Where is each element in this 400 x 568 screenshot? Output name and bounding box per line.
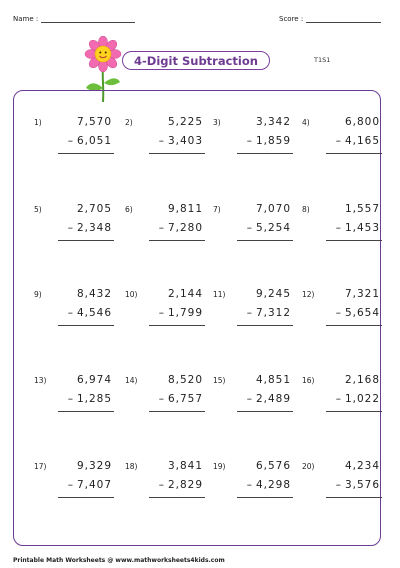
problem-12 — [302, 290, 382, 334]
subtrahend: 7,407 — [76, 479, 112, 491]
answer-line[interactable] — [149, 411, 205, 412]
minuend: 3,342 — [255, 116, 291, 128]
subtrahend-row — [68, 135, 112, 147]
subtrahend-row — [159, 307, 203, 319]
answer-line[interactable] — [326, 497, 382, 498]
minuend: 7,570 — [76, 116, 112, 128]
score-input-line[interactable] — [306, 13, 381, 23]
subtrahend-row — [159, 222, 203, 234]
problem-8 — [302, 205, 382, 249]
minus-sign: – — [158, 479, 165, 491]
minuend: 7,070 — [255, 203, 291, 215]
answer-line[interactable] — [326, 325, 382, 326]
worksheet-title: 4-Digit Subtraction — [122, 51, 270, 70]
subtrahend: 1,453 — [344, 222, 380, 234]
problem-number: 4) — [302, 118, 310, 127]
header-bar — [13, 13, 382, 25]
subtrahend: 4,165 — [344, 135, 380, 147]
minuend: 6,974 — [76, 374, 112, 386]
answer-line[interactable] — [237, 153, 293, 154]
answer-line[interactable] — [237, 240, 293, 241]
answer-line[interactable] — [237, 497, 293, 498]
problem-2 — [125, 118, 205, 162]
subtrahend: 1,285 — [76, 393, 112, 405]
problem-10 — [125, 290, 205, 334]
answer-line[interactable] — [326, 240, 382, 241]
problem-number: 5) — [34, 205, 42, 214]
minuend: 4,851 — [255, 374, 291, 386]
problem-number: 10) — [125, 290, 138, 299]
problem-4 — [302, 118, 382, 162]
minuend: 9,329 — [76, 460, 112, 472]
problem-number: 8) — [302, 205, 310, 214]
minus-sign: – — [158, 393, 165, 405]
problem-number: 6) — [125, 205, 133, 214]
answer-line[interactable] — [58, 411, 114, 412]
subtrahend-row — [336, 479, 380, 491]
problem-number: 14) — [125, 376, 138, 385]
problem-20 — [302, 462, 382, 506]
minuend: 8,432 — [76, 288, 112, 300]
minus-sign: – — [67, 135, 74, 147]
answer-line[interactable] — [149, 497, 205, 498]
problem-number: 7) — [213, 205, 221, 214]
minuend: 9,245 — [255, 288, 291, 300]
problem-13 — [34, 376, 114, 420]
answer-line[interactable] — [58, 497, 114, 498]
subtrahend-row — [247, 222, 291, 234]
subtrahend: 3,403 — [167, 135, 203, 147]
subtrahend: 2,348 — [76, 222, 112, 234]
problem-1 — [34, 118, 114, 162]
minuend: 2,168 — [344, 374, 380, 386]
subtrahend-row — [159, 479, 203, 491]
minus-sign: – — [158, 307, 165, 319]
answer-line[interactable] — [58, 325, 114, 326]
name-label: Name : — [13, 15, 39, 23]
score-field — [279, 13, 381, 23]
problem-16 — [302, 376, 382, 420]
subtrahend: 7,280 — [167, 222, 203, 234]
problem-11 — [213, 290, 293, 334]
problem-15 — [213, 376, 293, 420]
problem-number: 13) — [34, 376, 47, 385]
subtrahend-row — [68, 479, 112, 491]
answer-line[interactable] — [149, 153, 205, 154]
minus-sign: – — [67, 393, 74, 405]
subtrahend-row — [247, 135, 291, 147]
minus-sign: – — [158, 222, 165, 234]
minuend: 5,225 — [167, 116, 203, 128]
minuend: 6,576 — [255, 460, 291, 472]
minuend: 1,557 — [344, 203, 380, 215]
problem-number: 3) — [213, 118, 221, 127]
subtrahend-row — [247, 307, 291, 319]
minus-sign: – — [335, 307, 342, 319]
minuend: 4,234 — [344, 460, 380, 472]
problem-3 — [213, 118, 293, 162]
subtrahend-row — [68, 307, 112, 319]
score-label: Score : — [279, 15, 304, 23]
subtrahend: 2,489 — [255, 393, 291, 405]
subtrahend-row — [247, 479, 291, 491]
subtrahend-row — [336, 307, 380, 319]
minus-sign: – — [246, 393, 253, 405]
subtrahend-row — [159, 393, 203, 405]
answer-line[interactable] — [326, 411, 382, 412]
answer-line[interactable] — [149, 240, 205, 241]
problem-number: 19) — [213, 462, 226, 471]
subtrahend: 4,298 — [255, 479, 291, 491]
minus-sign: – — [335, 222, 342, 234]
minuend: 8,520 — [167, 374, 203, 386]
problem-number: 15) — [213, 376, 226, 385]
problem-14 — [125, 376, 205, 420]
minus-sign: – — [246, 222, 253, 234]
subtrahend: 2,829 — [167, 479, 203, 491]
problem-number: 12) — [302, 290, 315, 299]
problem-6 — [125, 205, 205, 249]
minus-sign: – — [335, 135, 342, 147]
worksheet-code: T1S1 — [314, 56, 331, 64]
subtrahend: 1,859 — [255, 135, 291, 147]
problem-7 — [213, 205, 293, 249]
subtrahend: 6,051 — [76, 135, 112, 147]
subtrahend-row — [336, 222, 380, 234]
minus-sign: – — [67, 222, 74, 234]
minuend: 2,705 — [76, 203, 112, 215]
subtrahend: 4,546 — [76, 307, 112, 319]
minus-sign: – — [67, 307, 74, 319]
problem-19 — [213, 462, 293, 506]
subtrahend: 1,799 — [167, 307, 203, 319]
answer-line[interactable] — [58, 240, 114, 241]
subtrahend-row — [247, 393, 291, 405]
subtrahend: 3,576 — [344, 479, 380, 491]
subtrahend-row — [336, 135, 380, 147]
minus-sign: – — [335, 479, 342, 491]
subtrahend-row — [68, 222, 112, 234]
minus-sign: – — [246, 479, 253, 491]
minuend: 9,811 — [167, 203, 203, 215]
minuend: 3,841 — [167, 460, 203, 472]
problem-number: 11) — [213, 290, 226, 299]
subtrahend: 5,654 — [344, 307, 380, 319]
problem-number: 20) — [302, 462, 315, 471]
subtrahend-row — [159, 135, 203, 147]
subtrahend: 7,312 — [255, 307, 291, 319]
minus-sign: – — [246, 307, 253, 319]
problem-5 — [34, 205, 114, 249]
problem-17 — [34, 462, 114, 506]
subtrahend: 1,022 — [344, 393, 380, 405]
minus-sign: – — [246, 135, 253, 147]
problem-number: 16) — [302, 376, 315, 385]
footer-credit: Printable Math Worksheets @ www.mathworksheets4kids.com — [13, 557, 225, 564]
problem-number: 9) — [34, 290, 42, 299]
minus-sign: – — [67, 479, 74, 491]
answer-line[interactable] — [237, 325, 293, 326]
subtrahend-row — [336, 393, 380, 405]
answer-line[interactable] — [58, 153, 114, 154]
problem-18 — [125, 462, 205, 506]
minuend: 6,800 — [344, 116, 380, 128]
problems-panel — [13, 90, 381, 546]
minuend: 2,144 — [167, 288, 203, 300]
problem-9 — [34, 290, 114, 334]
problem-number: 2) — [125, 118, 133, 127]
subtrahend: 5,254 — [255, 222, 291, 234]
minus-sign: – — [335, 393, 342, 405]
minus-sign: – — [158, 135, 165, 147]
name-field — [13, 13, 135, 23]
name-input-line[interactable] — [41, 13, 135, 23]
minuend: 7,321 — [344, 288, 380, 300]
problem-number: 18) — [125, 462, 138, 471]
subtrahend-row — [68, 393, 112, 405]
answer-line[interactable] — [237, 411, 293, 412]
problem-number: 17) — [34, 462, 47, 471]
answer-line[interactable] — [326, 153, 382, 154]
problem-number: 1) — [34, 118, 42, 127]
subtrahend: 6,757 — [167, 393, 203, 405]
answer-line[interactable] — [149, 325, 205, 326]
